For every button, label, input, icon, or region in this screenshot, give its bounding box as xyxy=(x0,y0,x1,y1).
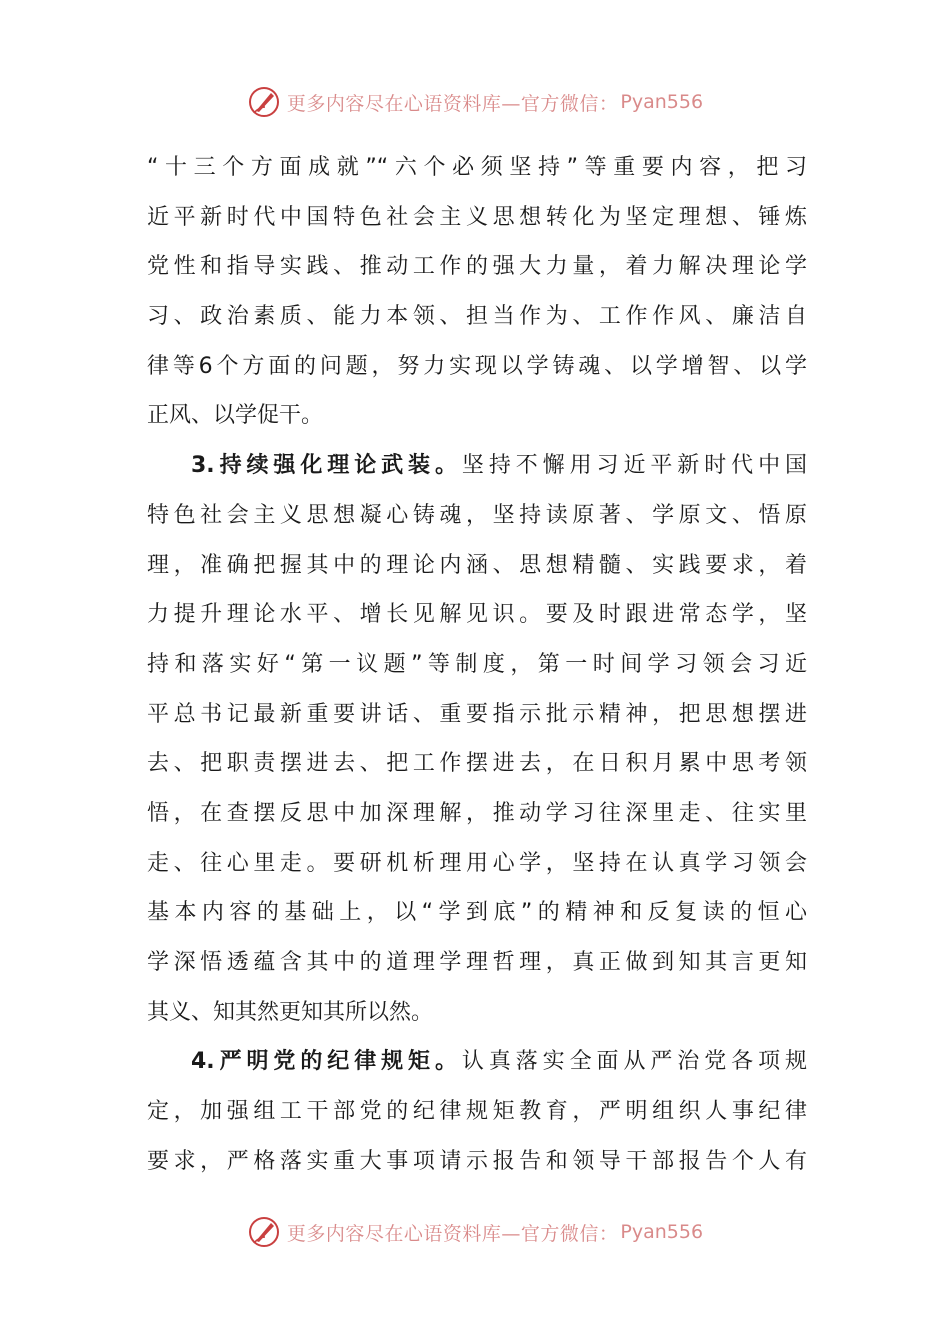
paragraph-first-line xyxy=(147,441,807,491)
header-watermark xyxy=(0,82,950,122)
text-line: 律等6个方面的问题，努力实现以学铸魂、以学增智、以学 xyxy=(147,353,807,379)
text-line: 悟，在查摆反思中加深理解，推动学习往深里走、往实里 xyxy=(147,800,807,826)
text-line: 力提升理论水平、增长见解见识。要及时跟进常态学，坚 xyxy=(147,602,807,628)
text-line: 理，准确把握其中的理论内涵、思想精髓、实践要求，着 xyxy=(147,552,807,578)
text-line: 近平新时代中国特色社会主义思想转化为坚定理想、锤炼 xyxy=(147,204,807,230)
text-line: 要求，严格落实重大事项请示报告和领导干部报告个人有 xyxy=(147,1148,807,1174)
paragraph-1 xyxy=(147,143,807,441)
text-line: 平总书记最新重要讲话、重要指示批示精神，把思想摆进 xyxy=(147,701,807,727)
header-brand-text: 更多内容尽在心语资料库—官方微信： xyxy=(286,92,619,115)
text-line: 特色社会主义思想凝心铸魂，坚持读原著、学原文、悟原 xyxy=(147,502,807,528)
document-body xyxy=(147,143,807,1186)
quill-logo-icon xyxy=(247,1215,281,1249)
quill-logo-icon xyxy=(247,85,281,119)
text-line: 其义、知其然更知其所以然。 xyxy=(147,999,434,1025)
text-line: “十三个方面成就”“六个必须坚持”等重要内容，把习 xyxy=(147,155,807,180)
footer-watermark xyxy=(0,1212,950,1252)
header-wechat-handle: Pyan556 xyxy=(620,91,704,113)
paragraph-3 xyxy=(147,1037,807,1186)
text-line: 定，加强组工干部党的纪律规矩教育，严明组织人事纪律 xyxy=(147,1099,807,1125)
text-line: 习、政治素质、能力本领、担当作为、工作作风、廉洁自 xyxy=(147,304,807,330)
paragraph-first-line xyxy=(147,1037,807,1087)
footer-brand-text: 更多内容尽在心语资料库—官方微信： xyxy=(286,1222,619,1245)
text-line: 正风、以学促干。 xyxy=(147,403,324,429)
section-heading-4: 4.严明党的纪律规矩。 xyxy=(191,1049,462,1075)
paragraph-2 xyxy=(147,441,807,1037)
text-run: 认真落实全面从严治党各项规 xyxy=(461,1049,807,1075)
text-line: 持和落实好“第一议题”等制度，第一时间学习领会习近 xyxy=(147,651,807,677)
text-line: 去、把职责摆进去、把工作摆进去，在日积月累中思考领 xyxy=(147,751,807,777)
text-line: 学深悟透蕴含其中的道理学理哲理，真正做到知其言更知 xyxy=(147,950,807,975)
footer-wechat-handle: Pyan556 xyxy=(620,1221,704,1243)
text-line: 党性和指导实践、推动工作的强大力量，着力解决理论学 xyxy=(147,254,807,280)
text-run: 坚持不懈用习近平新时代中国 xyxy=(461,453,807,479)
section-heading-3: 3.持续强化理论武装。 xyxy=(191,453,462,479)
text-line: 基本内容的基础上，以“学到底”的精神和反复读的恒心 xyxy=(147,900,807,926)
text-line: 走、往心里走。要研机析理用心学，坚持在认真学习领会 xyxy=(147,850,807,876)
